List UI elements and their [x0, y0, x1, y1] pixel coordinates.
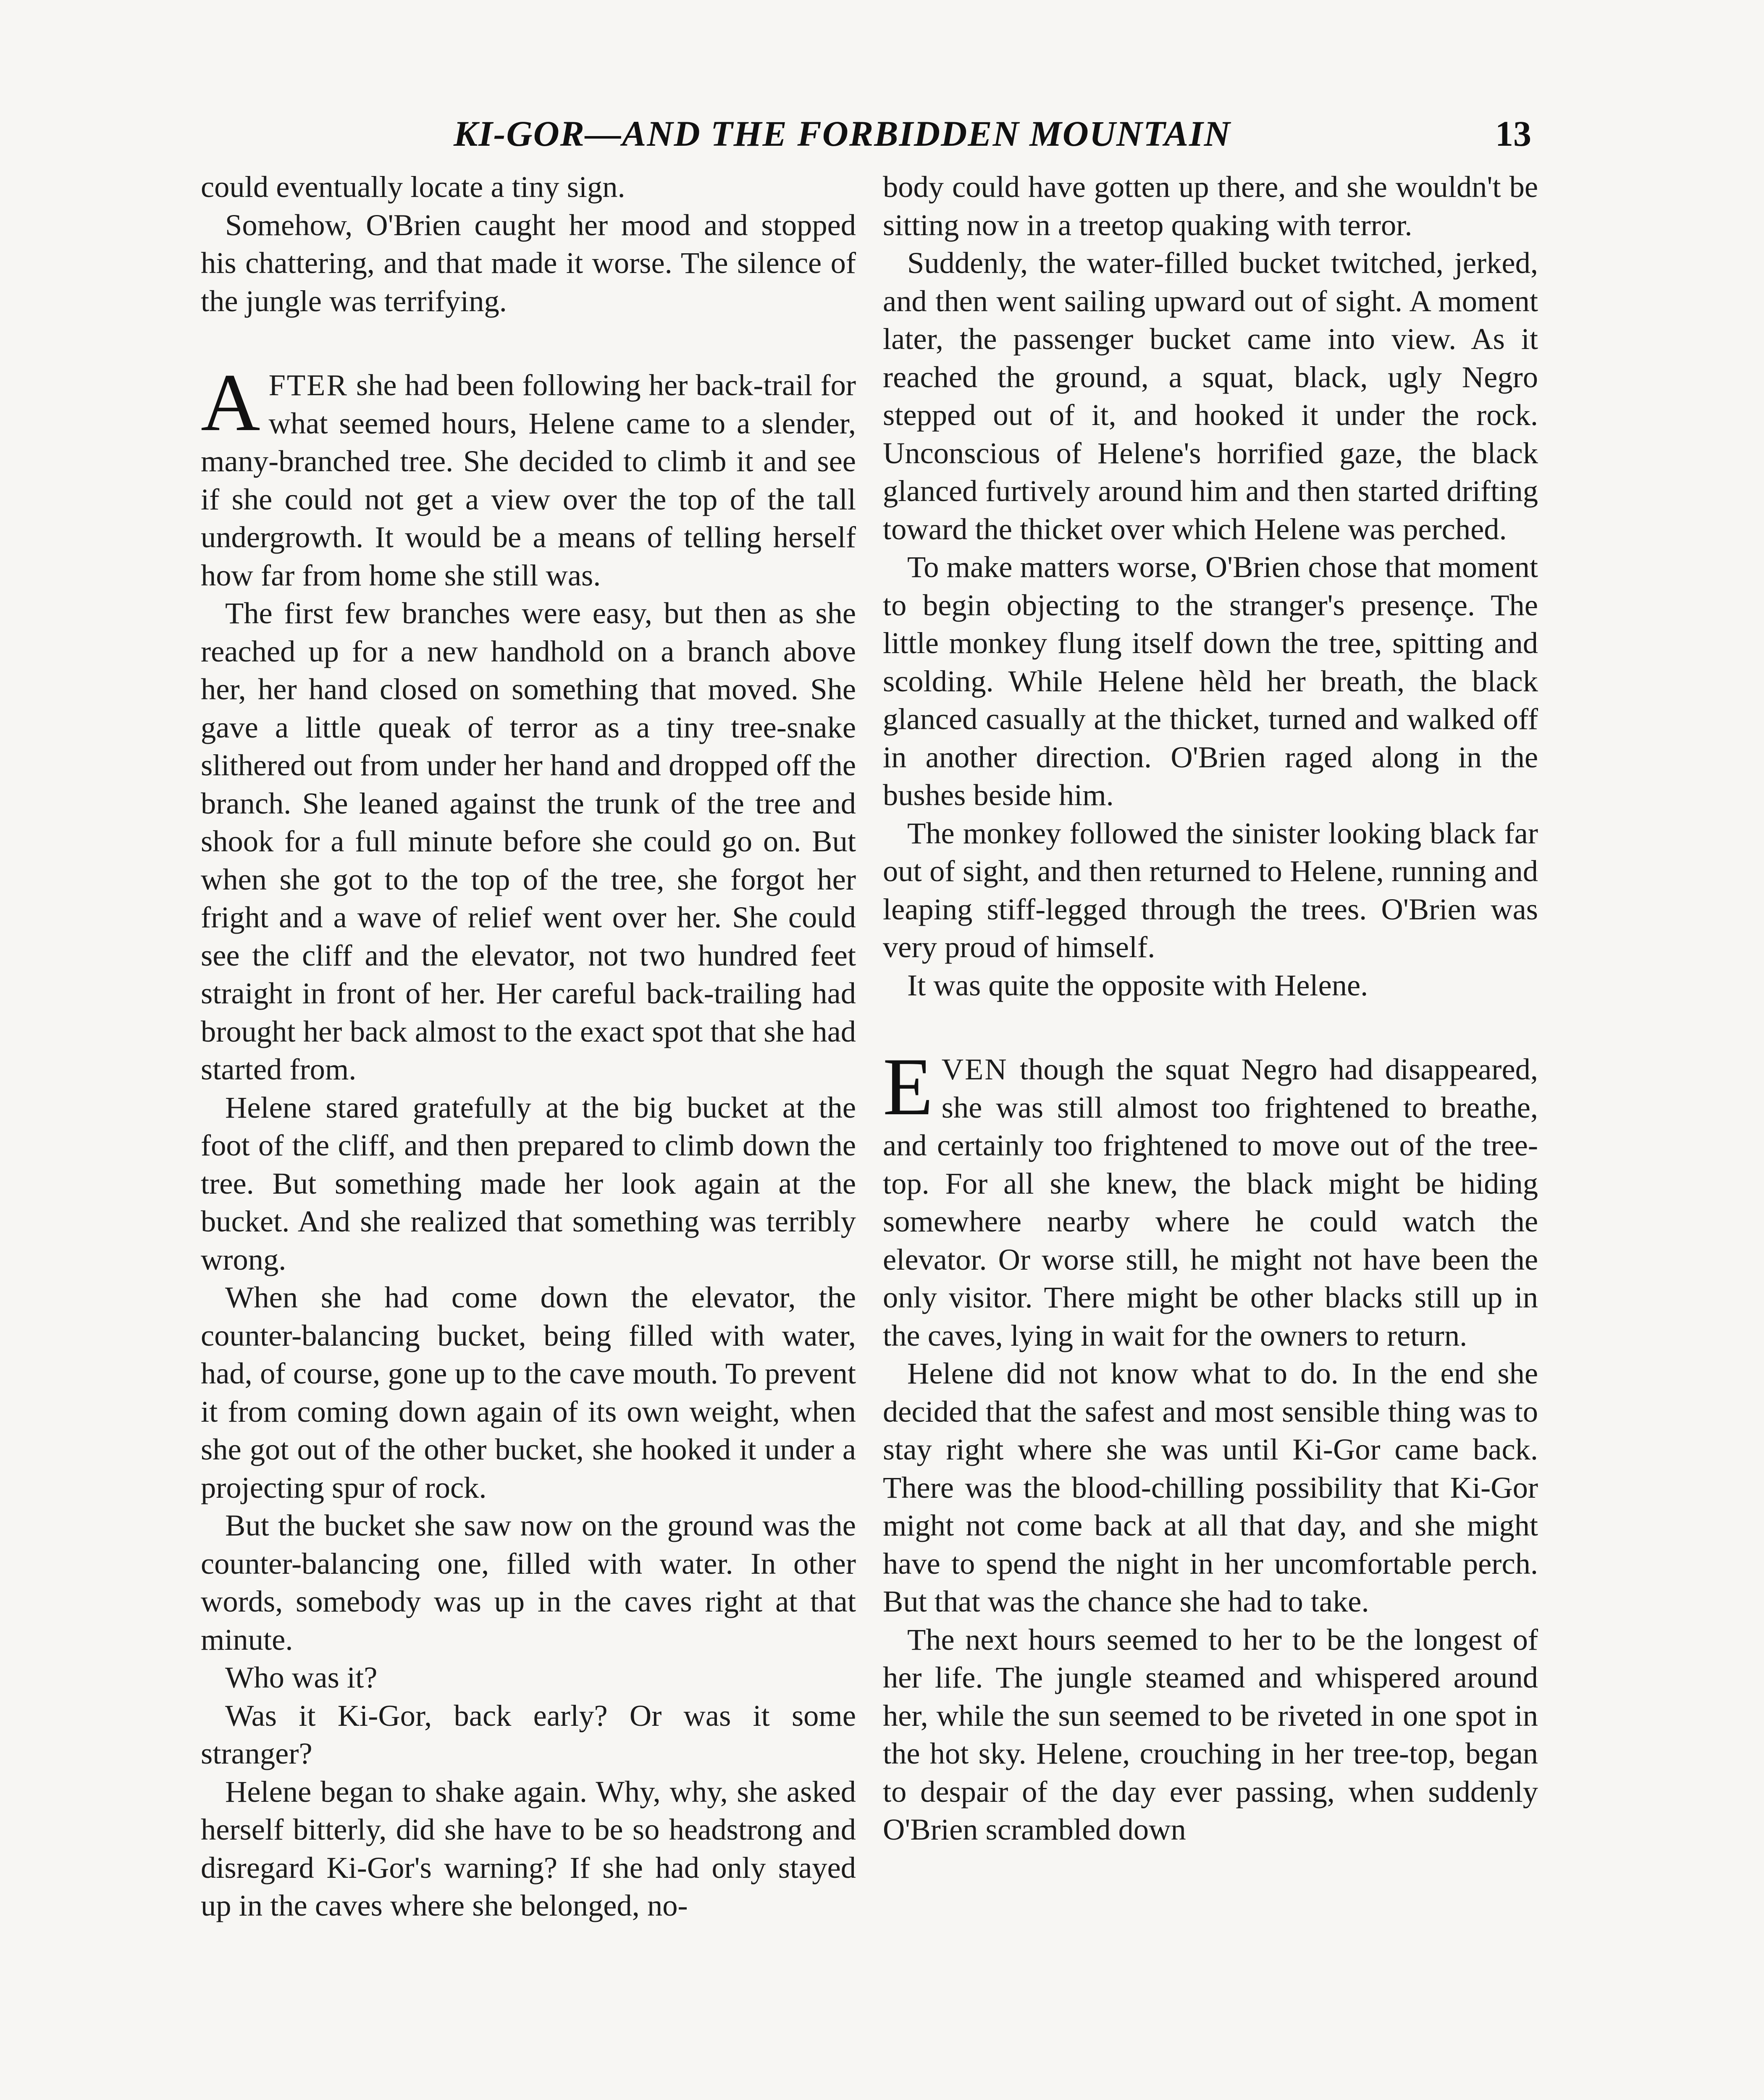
- paragraph: Helene began to shake again. Why, why, she asked herself bitterly, did she have to be so headstrong and disregard Ki-Gor's warning? If she had only stayed up in the caves where she belonged, no-: [201, 1774, 856, 1922]
- left-column: [201, 168, 856, 1925]
- paragraph: The next hours seemed to her to be the longest of her life. The jungle steamed and whispered around her, while the sun seemed to be riveted in one spot in the hot sky. Helene, crouching in her tree-top, began to despair of the day ever passing, when suddenly O'Brien scrambled down: [883, 1622, 1538, 1846]
- paragraph: Who was it?: [225, 1660, 378, 1694]
- section-opening-paragraph: [883, 1041, 1538, 1354]
- paragraph: It was quite the opposite with Helene.: [907, 968, 1368, 1002]
- right-column: [883, 168, 1538, 1849]
- small-caps-lead: VEN: [941, 1052, 1008, 1086]
- paragraph: To make matters worse, O'Brien chose that moment to begin objecting to the stranger's presençe. The little monkey flung itself down the tree, spitting and scolding. While Helene hèld her breath, the black glanced casually at the thicket, turned and walked off in another direction. O'Brien raged along in the bushes beside him.: [883, 550, 1538, 812]
- paragraph: The monkey followed the sinister looking black far out of sight, and then returned to Helene, running and leaping stiff-legged through the trees. O'Brien was very proud of himself.: [883, 816, 1538, 964]
- paragraph: The first few branches were easy, but then as she reached up for a new handhold on a branch above her, her hand closed on something that moved. She gave a little queak of terror as a tiny tree-snake slithered out from under her hand and dropped off the branch. She leaned against the trunk of the tree and shook for a full minute before she could go on. But when she got to the top of the tree, she forgot her fright and a wave of relief went over her. She could see the cliff and the elevator, not two hundred feet straight in front of her. Her careful back-trailing had brought her back almost to the exact spot that she had started from.: [201, 596, 856, 1086]
- drop-cap: A: [201, 357, 260, 448]
- paragraph-text: though the squat Negro had disappeared, she was still almost too frightened to breathe, and certainly too frightened to move out of the tree-top. For all she knew, the black might be hiding somewhere nearby where he could watch the elevator. Or worse still, he might not have been the only visitor. There might be other blacks still up in the caves, lying in wait for the owners to return.: [883, 1052, 1538, 1352]
- running-header-title: KI-GOR—AND THE FORBIDDEN MOUNTAIN: [454, 113, 1231, 154]
- section-opening-paragraph: [201, 357, 856, 594]
- paragraph: Somehow, O'Brien caught her mood and stopped his chattering, and that made it worse. The silence of the jungle was terrifying.: [201, 207, 856, 318]
- paragraph: Suddenly, the water-filled bucket twitched, jerked, and then went sailing upward out of sight. A moment later, the passenger bucket came into view. As it reached the ground, a squat, black, ugly Negro stepped out of it, and hooked it under the rock. Unconscious of Helene's horrified gaze, the black glanced furtively around him and then started drifting toward the thicket over which Helene was perched.: [883, 246, 1538, 546]
- paragraph: Helene did not know what to do. In the end she decided that the safest and most sensible thing was to stay right where she was until Ki-Gor came back. There was the blood-chilling possibility that Ki-Gor might not come back at all that day, and she might have to spend the night in her uncomfortable perch. But that was the chance she had to take.: [883, 1356, 1538, 1618]
- paragraph: Helene stared gratefully at the big bucket at the foot of the cliff, and then prepared to climb down the tree. But something made her look again at the bucket. And she realized that something was terribly wrong.: [201, 1090, 856, 1276]
- paragraph: body could have gotten up there, and she wouldn't be sitting now in a treetop quaking with terror.: [883, 170, 1538, 242]
- page-number: 13: [1495, 113, 1531, 154]
- drop-cap: E: [883, 1041, 933, 1132]
- paragraph: Was it Ki-Gor, back early? Or was it some stranger?: [201, 1698, 856, 1770]
- paragraph: When she had come down the elevator, the counter-balancing bucket, being filled with water, had, of course, gone up to the cave mouth. To prevent it from coming down again of its own weight, when she got out of the other bucket, she hooked it under a projecting spur of rock.: [201, 1280, 856, 1504]
- small-caps-lead: FTER: [268, 368, 348, 402]
- paragraph: But the bucket she saw now on the ground was the counter-balancing one, filled with water. In other words, somebody was up in the caves right at that minute.: [201, 1508, 856, 1656]
- paragraph: could eventually locate a tiny sign.: [201, 170, 625, 204]
- paragraph-text: she had been following her back-trail for what seemed hours, Helene came to a slender, many-branched tree. She decided to climb it and see if she could not get a view over the top of the tall undergrowth. It would be a means of telling herself how far from home she still was.: [201, 368, 856, 592]
